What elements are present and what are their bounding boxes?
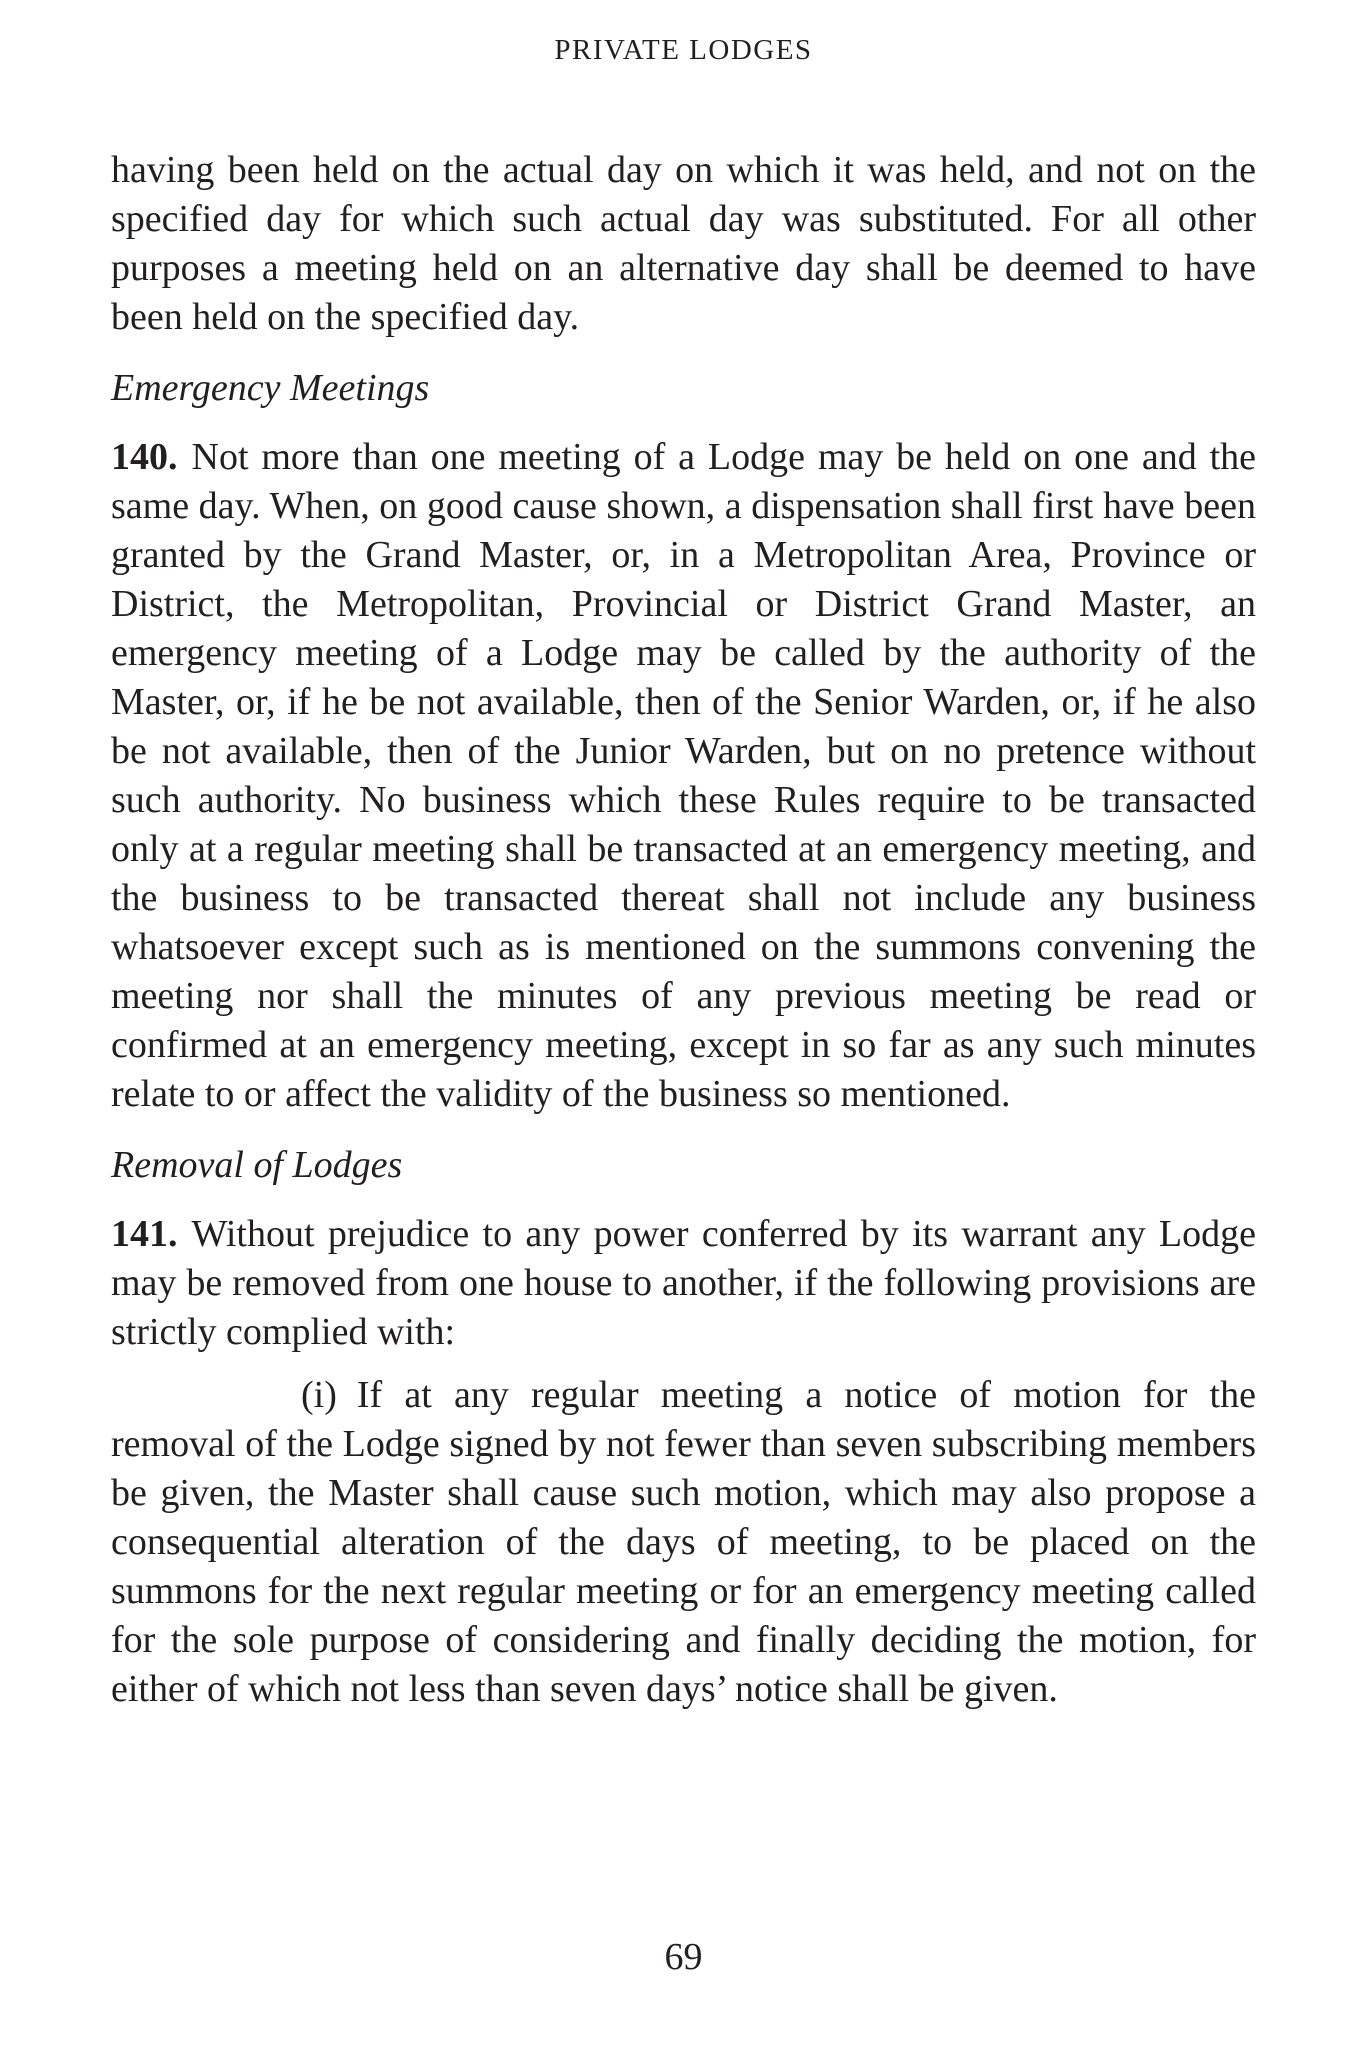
rule-text: Without prejudice to any power conferred by its warrant any Lodge may be removed from one house to another, if the following provisions are strictly complied with: [111, 1213, 1256, 1353]
section-heading-removal-of-lodges: Removal of Lodges [111, 1144, 403, 1186]
rule-text: Not more than one meeting of a Lodge may be held on one and the same day. When, on good cause shown, a dispensation shall first have been granted by the Grand Master, or, in a Metropolitan Area, Province or District, the Metropolitan, Provincial or District Grand Master, an emergency meeting of a Lodge may be called by the authority of the Master, or, if he be not available, then of the Senior Warden, or, if he also be not available, then of the Junior Warden, but on no pretence without such authority. No business which these Rules require to be transacted only at a regular meeting shall be transacted at an emergency meeting, and the business to be transacted thereat shall not include any business whatsoever except such as is mentioned on the summons convening the meeting nor shall the minutes of any previous meeting be read or confirmed at an emergency meeting, except in so far as any such minutes relate to or affect the validity of the business so mentioned. [111, 436, 1256, 1115]
continued-paragraph: having been held on the actual day on which it was held, and not on the specified day for which such actual day was substituted. For all other purposes a meeting held on an alternative day shall be deemed to have been held on the specified day. [111, 149, 1256, 338]
rule-number: 140. [111, 436, 178, 478]
rule-141 [111, 1210, 1256, 1357]
section-heading-emergency-meetings: Emergency Meetings [111, 367, 430, 409]
running-head: PRIVATE LODGES [554, 34, 813, 66]
rule-number: 141. [111, 1213, 178, 1255]
page-number: 69 [664, 1936, 703, 1978]
body-text [111, 146, 1256, 1714]
subclause-i [111, 1371, 1256, 1714]
rule-140 [111, 433, 1256, 1119]
subclause-text: If at any regular meeting a notice of motion for the removal of the Lodge signed by not fewer than seven subscribing members be given, the Master shall cause such motion, which may also propose a consequential alteration of the days of meeting, to be placed on the summons for the next regular meeting or for an emergency meeting called for the sole purpose of considering and finally deciding the motion, for either of which not less than seven days’ notice shall be given. [111, 1374, 1256, 1710]
subclause-number: (i) [301, 1374, 337, 1416]
